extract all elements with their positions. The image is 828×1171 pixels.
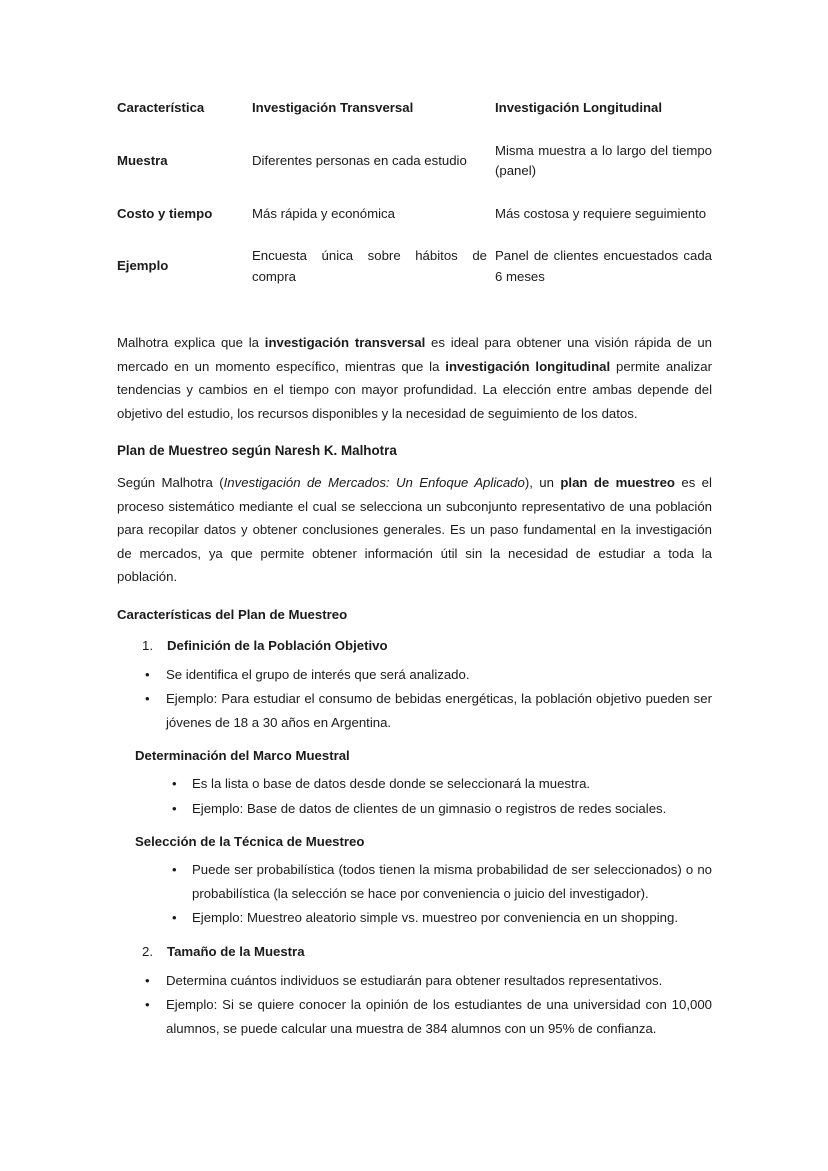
list-number: 2. — [142, 943, 153, 959]
spacer — [117, 821, 712, 831]
row-label: Costo y tiempo — [117, 205, 213, 221]
cell-transversal: Diferentes personas en cada estudio — [252, 152, 467, 168]
list-item: • Determina cuántos individuos se estudiarán para obtener resultados representativos. — [117, 969, 712, 993]
heading-marco-muestral: Determinación del Marco Muestral — [135, 748, 350, 763]
paragraph-comparacion — [117, 331, 712, 425]
paragraph-definicion-plan — [117, 471, 712, 589]
para2-text-2: ), un — [524, 475, 561, 490]
para2-text-3: es el proceso sistemático mediante el cual se selecciona un subconjunto representativo de una población para recopilar datos y obtener conclusiones generales. Es un paso fundamental en la investigación de mercados, ya que permite obtener información útil sin la necesidad de estudiar a toda la población. — [117, 475, 712, 584]
list-number: 1. — [142, 637, 153, 653]
cell-longitudinal: Misma muestra a lo largo del tiempo (panel) — [495, 142, 712, 178]
column-header-caracteristica: Característica — [117, 100, 205, 115]
spacer — [117, 425, 712, 440]
para2-text-1: Según Malhotra ( — [117, 475, 224, 490]
column-header-longitudinal: Investigación Longitudinal — [495, 100, 663, 115]
para2-bold-plan-de-muestreo: plan de muestreo — [560, 475, 675, 490]
row-label: Ejemplo — [117, 258, 169, 274]
para1-text-3: permite analizar tendencias y cambios en el tiempo con mayor profundidad. La elección entre ambas depende del objetivo del estudio, los recursos disponibles y la necesidad de seguimiento de los datos. — [117, 358, 712, 421]
list-item: • Se identifica el grupo de interés que será analizado. — [117, 663, 712, 687]
para2-italic-titulo-libro: Investigación de Mercados: Un Enfoque Aplicado — [223, 475, 525, 490]
column-header-transversal: Investigación Transversal — [252, 100, 414, 115]
list-item-title: Tamaño de la Muestra — [167, 943, 305, 959]
comparison-table — [117, 98, 712, 309]
list-item: • Ejemplo: Para estudiar el consumo de bebidas energéticas, la población objetivo pueden ser jóvenes de 18 a 30 años en Argentina. — [117, 687, 712, 734]
list-item-tamano-muestra — [117, 941, 712, 963]
list-item: • Ejemplo: Muestreo aleatorio simple vs. muestreo por conveniencia en un shopping. — [117, 906, 712, 930]
list-item: • Ejemplo: Si se quiere conocer la opinión de los estudiantes de una universidad con 10,000 alumnos, se puede calcular una muestra de 384 alumnos con un 95% de confianza. — [117, 993, 712, 1040]
para1-bold-longitudinal: investigación longitudinal — [445, 358, 611, 374]
numbered-list-2 — [117, 941, 712, 963]
table-header-row — [117, 98, 712, 141]
table-row — [117, 246, 712, 309]
bullet-list-marco-muestral — [117, 772, 712, 820]
spacer — [117, 309, 712, 331]
heading-plan-de-muestreo: Plan de Muestreo según Naresh K. Malhotra — [117, 443, 397, 458]
table-header — [117, 98, 712, 141]
bullet-list-tecnica-muestreo — [117, 858, 712, 930]
para1-bold-transversal: investigación transversal — [264, 335, 426, 350]
row-label: Muestra — [117, 152, 168, 168]
spacer — [117, 735, 712, 745]
list-item-definicion-poblacion — [117, 635, 712, 657]
cell-transversal: Más rápida y económica — [252, 205, 395, 221]
list-item: • Puede ser probabilística (todos tienen la misma probabilidad de ser seleccionados) o no probabilística (la selección se hace por conveniencia o juicio del investigador). — [117, 858, 712, 905]
cell-longitudinal: Panel de clientes encuestados cada 6 meses — [495, 248, 712, 284]
document-body — [117, 98, 712, 1041]
bullet-list-definicion-poblacion — [117, 663, 712, 735]
para1-text-1: Malhotra explica que la — [117, 335, 265, 350]
spacer — [117, 625, 712, 635]
para1-text-2: es ideal para obtener una visión rápida de un mercado en un momento específico, mientras que la — [117, 335, 712, 374]
spacer — [117, 931, 712, 941]
cell-longitudinal: Más costosa y requiere seguimiento — [495, 205, 707, 221]
heading-caracteristicas-plan: Características del Plan de Muestreo — [117, 606, 348, 622]
table-body — [117, 141, 712, 310]
spacer — [117, 589, 712, 604]
heading-tecnica-muestreo: Selección de la Técnica de Muestreo — [135, 834, 365, 849]
cell-transversal: Encuesta única sobre hábitos de compra — [252, 248, 487, 284]
list-item-title: Definición de la Población Objetivo — [167, 637, 388, 653]
spacer — [117, 461, 712, 471]
table-row — [117, 204, 712, 247]
list-item: • Es la lista o base de datos desde donde se seleccionará la muestra. — [117, 772, 712, 796]
bullet-list-tamano-muestra — [117, 969, 712, 1041]
numbered-list-1 — [117, 635, 712, 657]
table-row — [117, 141, 712, 204]
list-item: • Ejemplo: Base de datos de clientes de un gimnasio o registros de redes sociales. — [117, 797, 712, 821]
